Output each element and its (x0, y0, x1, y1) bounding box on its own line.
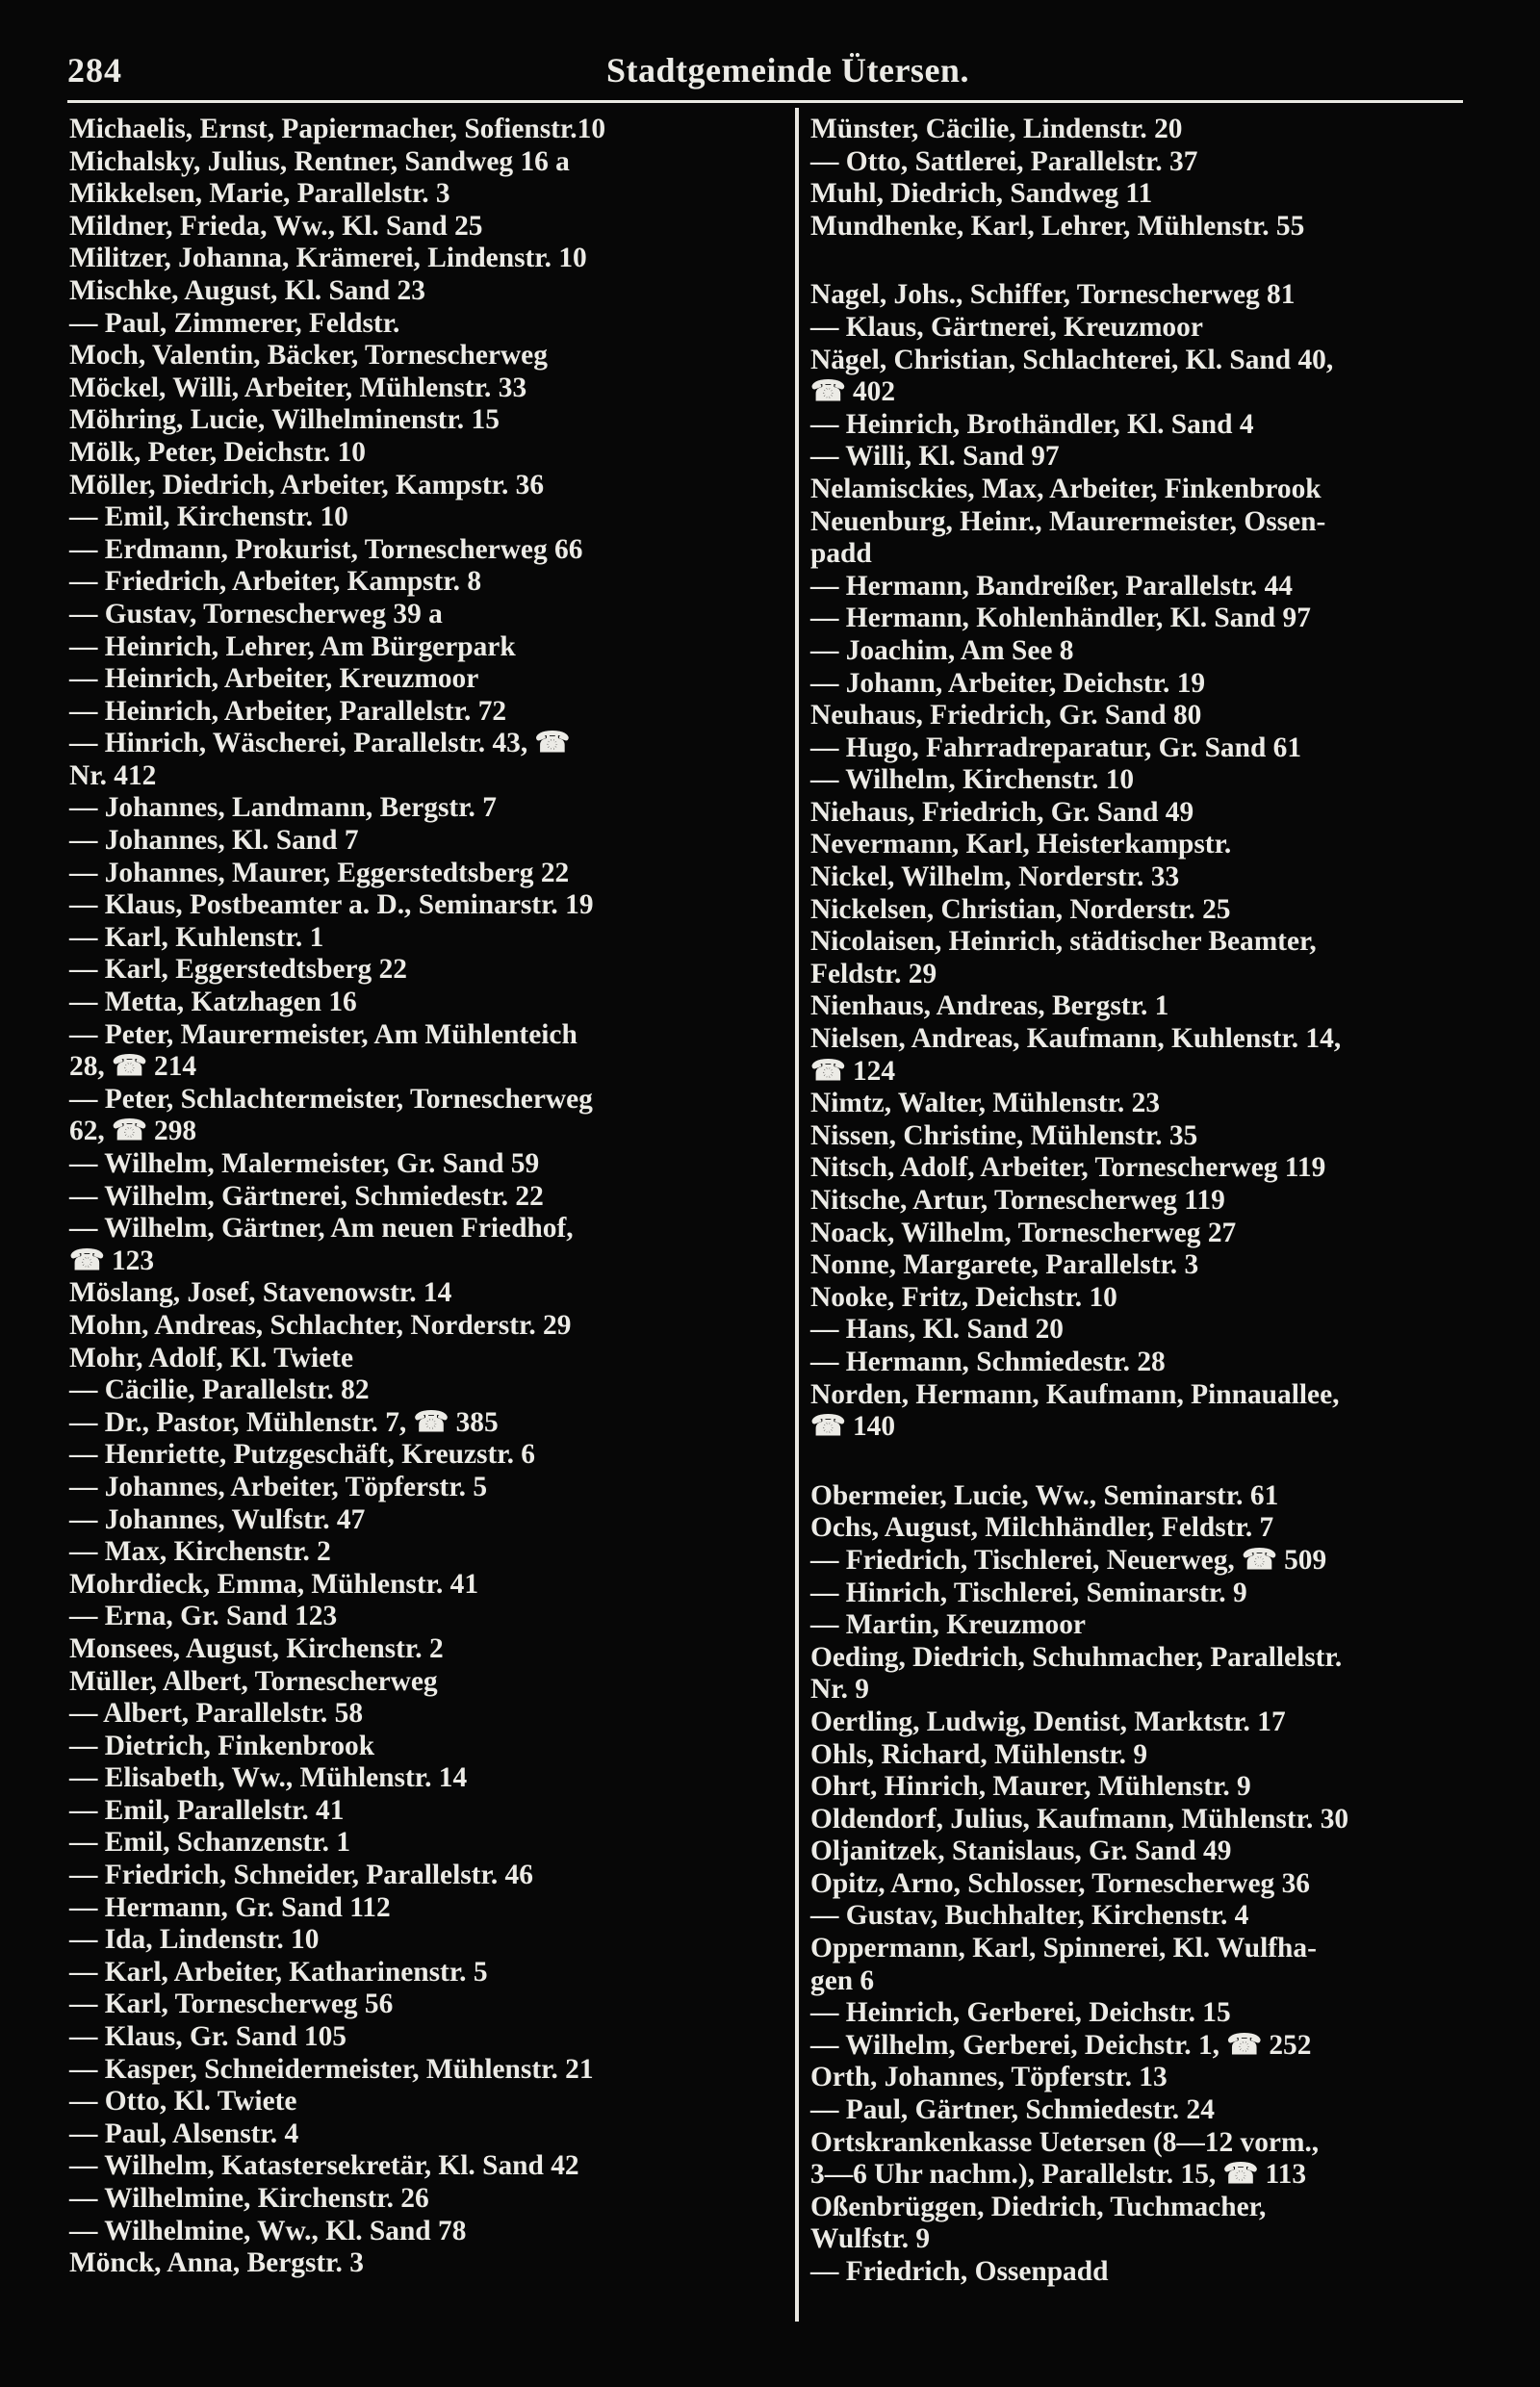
directory-entry-line: Nägel, Christian, Schlachterei, Kl. Sand 40, (810, 344, 1334, 375)
directory-entry-line: — Wilhelm, Kirchenstr. 10 (810, 764, 1135, 796)
directory-entry-line: — Friedrich, Arbeiter, Kampstr. 8 (69, 566, 482, 598)
directory-entry-line: — Willi, Kl. Sand 97 (810, 441, 1060, 473)
directory-entry-line: — Hinrich, Tischlerei, Seminarstr. 9 (810, 1577, 1247, 1608)
directory-entry-line: — Klaus, Gärtnerei, Kreuzmoor (810, 311, 1203, 343)
directory-entry-line: Opitz, Arno, Schlosser, Tornescherweg 36 (810, 1867, 1310, 1899)
directory-entry-line: — Metta, Katzhagen 16 (69, 987, 357, 1018)
directory-entry-line: — Klaus, Postbeamter a. D., Seminarstr. 19 (69, 889, 594, 921)
directory-entry-line: Nonne, Margarete, Parallelstr. 3 (810, 1249, 1199, 1281)
directory-entry-line: — Heinrich, Arbeiter, Kreuzmoor (69, 663, 479, 695)
directory-entry-line: — Wilhelm, Gerberei, Deichstr. 1, ☎ 252 (810, 2029, 1312, 2061)
directory-entry-line: — Gustav, Buchhalter, Kirchenstr. 4 (810, 1900, 1249, 1932)
directory-entry-line: — Johannes, Wulfstr. 47 (69, 1503, 366, 1535)
directory-entry-line: Mundhenke, Karl, Lehrer, Mühlenstr. 55 (810, 210, 1305, 242)
directory-entry-line: — Hermann, Schmiedestr. 28 (810, 1346, 1166, 1377)
directory-entry-line: Mölk, Peter, Deichstr. 10 (69, 436, 366, 468)
directory-entry-line: Nooke, Fritz, Deichstr. 10 (810, 1281, 1117, 1313)
directory-entry-line: — Peter, Schlachtermeister, Tornescherweg (69, 1083, 593, 1115)
directory-entry-line: — Hermann, Gr. Sand 112 (69, 1891, 391, 1923)
directory-entry-line: — Emil, Kirchenstr. 10 (69, 501, 348, 533)
directory-entry-line: Nelamisckies, Max, Arbeiter, Finkenbrook (810, 473, 1322, 504)
directory-entry-line: — Max, Kirchenstr. 2 (69, 1536, 331, 1568)
directory-entry-line: Nicolaisen, Heinrich, städtischer Beamter, (810, 926, 1317, 958)
directory-entry-line: Feldstr. 29 (810, 958, 937, 989)
directory-entry-line: — Peter, Maurermeister, Am Mühlenteich (69, 1018, 578, 1050)
directory-entry-line: — Johann, Arbeiter, Deichstr. 19 (810, 667, 1206, 699)
directory-entry-line: — Elisabeth, Ww., Mühlenstr. 14 (69, 1762, 468, 1794)
directory-entry-line: — Heinrich, Gerberei, Deichstr. 15 (810, 1997, 1231, 2029)
header-rule (67, 100, 1463, 103)
directory-entry-line: 3—6 Uhr nachm.), Parallelstr. 15, ☎ 113 (810, 2159, 1307, 2191)
directory-entry-line: — Dietrich, Finkenbrook (69, 1730, 375, 1761)
directory-entry-line: 62, ☎ 298 (69, 1116, 197, 1147)
directory-entry-line: — Klaus, Gr. Sand 105 (69, 2021, 347, 2053)
directory-entry-line: — Hans, Kl. Sand 20 (810, 1314, 1064, 1346)
section-gap (810, 1444, 1503, 1480)
directory-entry-line: Michalsky, Julius, Rentner, Sandweg 16 a (69, 145, 570, 177)
directory-entry-line: Wulfstr. 9 (810, 2223, 931, 2255)
directory-entry-line: — Johannes, Kl. Sand 7 (69, 825, 359, 857)
directory-entry-line: — Wilhelm, Katastersekretär, Kl. Sand 42 (69, 2150, 579, 2182)
directory-entry-line: — Friedrich, Schneider, Parallelstr. 46 (69, 1860, 533, 1891)
directory-entry-line: Nielsen, Andreas, Kaufmann, Kuhlenstr. 14, (810, 1023, 1342, 1055)
directory-entry-line: ☎ 140 (810, 1411, 896, 1443)
directory-entry-line: Mikkelsen, Marie, Parallelstr. 3 (69, 178, 450, 210)
directory-entry-line: — Wilhelmine, Kirchenstr. 26 (69, 2183, 429, 2214)
directory-entry-line: Nitsch, Adolf, Arbeiter, Tornescherweg 119 (810, 1152, 1326, 1184)
section-gap (810, 243, 1503, 279)
directory-entry-line: — Otto, Kl. Twiete (69, 2086, 297, 2118)
running-title: Stadtgemeinde Ütersen. (606, 51, 969, 90)
directory-entry-line: Niehaus, Friedrich, Gr. Sand 49 (810, 796, 1194, 828)
directory-entry-line: — Kasper, Schneidermeister, Mühlenstr. 21 (69, 2053, 594, 2085)
directory-entry-line: — Albert, Parallelstr. 58 (69, 1698, 364, 1730)
directory-entry-line: — Wilhelm, Malermeister, Gr. Sand 59 (69, 1148, 540, 1179)
directory-entry-line: — Wilhelmine, Ww., Kl. Sand 78 (69, 2215, 467, 2246)
directory-entry-line: Ortskrankenkasse Uetersen (8—12 vorm., (810, 2126, 1320, 2158)
directory-entry-line: Ohrt, Hinrich, Maurer, Mühlenstr. 9 (810, 1771, 1251, 1803)
directory-entry-line: Nissen, Christine, Mühlenstr. 35 (810, 1119, 1198, 1151)
directory-entry-line: — Friedrich, Ossenpadd (810, 2256, 1109, 2287)
directory-entry-line: — Heinrich, Brothändler, Kl. Sand 4 (810, 408, 1254, 440)
directory-entry-line: Nevermann, Karl, Heisterkampstr. (810, 829, 1232, 860)
directory-entry-line: 28, ☎ 214 (69, 1051, 197, 1083)
directory-entry-line: — Cäcilie, Parallelstr. 82 (69, 1374, 370, 1406)
directory-entry-line: Oeding, Diedrich, Schuhmacher, Parallelstr. (810, 1641, 1343, 1673)
directory-entry-line: Möslang, Josef, Stavenowstr. 14 (69, 1277, 452, 1309)
directory-entry-line: — Heinrich, Lehrer, Am Bürgerpark (69, 630, 516, 662)
directory-entry-line: Ohls, Richard, Mühlenstr. 9 (810, 1738, 1148, 1770)
directory-entry-line: Oldendorf, Julius, Kaufmann, Mühlenstr. 30 (810, 1803, 1349, 1835)
directory-entry-line: Müller, Albert, Tornescherweg (69, 1665, 438, 1697)
directory-entry-line: Nickel, Wilhelm, Norderstr. 33 (810, 861, 1180, 893)
directory-entry-line: — Erna, Gr. Sand 123 (69, 1601, 338, 1632)
directory-entry-line: — Erdmann, Prokurist, Tornescherweg 66 (69, 533, 583, 565)
directory-entry-line: — Hugo, Fahrradreparatur, Gr. Sand 61 (810, 732, 1302, 763)
directory-entry-line: Obermeier, Lucie, Ww., Seminarstr. 61 (810, 1479, 1279, 1511)
directory-entry-line: Ochs, August, Milchhändler, Feldstr. 7 (810, 1512, 1274, 1544)
directory-entry-line: Muhl, Diedrich, Sandweg 11 (810, 178, 1153, 210)
directory-entry-line: Nr. 9 (810, 1674, 869, 1706)
directory-entry-line: — Friedrich, Tischlerei, Neuerweg, ☎ 509 (810, 1544, 1327, 1576)
directory-entry-line: gen 6 (810, 1964, 875, 1996)
directory-entry-line: Möller, Diedrich, Arbeiter, Kampstr. 36 (69, 469, 545, 500)
directory-entry-line: — Joachim, Am See 8 (810, 634, 1074, 666)
directory-entry-line: — Hermann, Bandreißer, Parallelstr. 44 (810, 570, 1293, 602)
directory-entry-line: — Paul, Gärtner, Schmiedestr. 24 (810, 2094, 1215, 2126)
directory-entry-line: Mischke, August, Kl. Sand 23 (69, 274, 425, 306)
directory-entry-line: — Henriette, Putzgeschäft, Kreuzstr. 6 (69, 1439, 535, 1471)
directory-entry-line: Oljanitzek, Stanislaus, Gr. Sand 49 (810, 1835, 1232, 1867)
directory-entry-line: — Martin, Kreuzmoor (810, 1609, 1086, 1641)
directory-entry-line: — Karl, Tornescherweg 56 (69, 1989, 394, 2020)
left-column (69, 114, 782, 2280)
page-header (67, 50, 1463, 100)
directory-entry-line: Norden, Hermann, Kaufmann, Pinnauallee, (810, 1378, 1340, 1410)
directory-entry-line: Mohr, Adolf, Kl. Twiete (69, 1342, 353, 1373)
directory-entry-line: ☎ 124 (810, 1055, 896, 1087)
directory-entry-line: Neuhaus, Friedrich, Gr. Sand 80 (810, 700, 1202, 732)
directory-entry-line: Orth, Johannes, Töpferstr. 13 (810, 2062, 1168, 2093)
directory-entry-line: — Johannes, Maurer, Eggerstedtsberg 22 (69, 857, 570, 888)
directory-entry-line: — Johannes, Landmann, Bergstr. 7 (69, 792, 497, 824)
directory-entry-line: Nickelsen, Christian, Norderstr. 25 (810, 893, 1231, 925)
directory-entry-line: — Emil, Parallelstr. 41 (69, 1794, 345, 1826)
directory-entry-line: Münster, Cäcilie, Lindenstr. 20 (810, 114, 1183, 144)
directory-entry-line: Monsees, August, Kirchenstr. 2 (69, 1632, 444, 1664)
directory-entry-line: Oertling, Ludwig, Dentist, Marktstr. 17 (810, 1706, 1286, 1737)
directory-entry-line: Militzer, Johanna, Krämerei, Lindenstr. 10 (69, 243, 587, 274)
directory-entry-line: Oßenbrüggen, Diedrich, Tuchmacher, (810, 2191, 1267, 2222)
directory-entry-line: — Otto, Sattlerei, Parallelstr. 37 (810, 145, 1198, 177)
directory-entry-line: Mohn, Andreas, Schlachter, Norderstr. 29 (69, 1309, 572, 1341)
column-divider (795, 108, 799, 2322)
directory-entry-line: Nr. 412 (69, 759, 157, 791)
page-number: 284 (67, 51, 122, 90)
directory-entry-line: Mildner, Frieda, Ww., Kl. Sand 25 (69, 210, 483, 242)
directory-entry-line: Mohrdieck, Emma, Mühlenstr. 41 (69, 1568, 479, 1600)
directory-entry-line: — Paul, Alsenstr. 4 (69, 2118, 299, 2149)
directory-entry-line: — Wilhelm, Gärtner, Am neuen Friedhof, (69, 1213, 574, 1245)
directory-entry-line: Michaelis, Ernst, Papiermacher, Sofienstr.10 (69, 114, 606, 144)
directory-entry-line: — Gustav, Tornescherweg 39 a (69, 598, 443, 629)
directory-entry-line: Oppermann, Karl, Spinnerei, Kl. Wulfha- (810, 1933, 1317, 1964)
directory-entry-line: — Dr., Pastor, Mühlenstr. 7, ☎ 385 (69, 1406, 499, 1438)
directory-entry-line: Nagel, Johs., Schiffer, Tornescherweg 81 (810, 279, 1296, 311)
directory-entry-line: ☎ 402 (810, 376, 896, 408)
right-column (810, 114, 1503, 2289)
directory-entry-line: Nimtz, Walter, Mühlenstr. 23 (810, 1088, 1161, 1119)
directory-entry-line: — Karl, Kuhlenstr. 1 (69, 921, 324, 953)
directory-entry-line: ☎ 123 (69, 1245, 155, 1276)
directory-entry-line: Neuenburg, Heinr., Maurermeister, Ossen- (810, 505, 1326, 537)
directory-entry-line: Möckel, Willi, Arbeiter, Mühlenstr. 33 (69, 372, 527, 403)
directory-entry-line: — Emil, Schanzenstr. 1 (69, 1827, 351, 1859)
directory-entry-line: — Wilhelm, Gärtnerei, Schmiedestr. 22 (69, 1180, 544, 1212)
directory-entry-line: — Paul, Zimmerer, Feldstr. (69, 307, 400, 339)
directory-entry-line: Noack, Wilhelm, Tornescherweg 27 (810, 1217, 1237, 1248)
directory-entry-line: — Heinrich, Arbeiter, Parallelstr. 72 (69, 695, 507, 727)
directory-entry-line: Möhring, Lucie, Wilhelminenstr. 15 (69, 404, 500, 436)
directory-entry-line: Nitsche, Artur, Tornescherweg 119 (810, 1185, 1225, 1216)
directory-entry-line: — Karl, Arbeiter, Katharinenstr. 5 (69, 1956, 488, 1988)
directory-entry-line: Mönck, Anna, Bergstr. 3 (69, 2247, 364, 2279)
directory-entry-line: — Hermann, Kohlenhändler, Kl. Sand 97 (810, 603, 1311, 634)
directory-entry-line: — Karl, Eggerstedtsberg 22 (69, 954, 407, 986)
directory-entry-line: — Johannes, Arbeiter, Töpferstr. 5 (69, 1471, 488, 1502)
directory-entry-line: Moch, Valentin, Bäcker, Tornescherweg (69, 340, 548, 372)
directory-entry-line: padd (810, 538, 872, 570)
directory-entry-line: — Ida, Lindenstr. 10 (69, 1924, 320, 1956)
directory-entry-line: — Hinrich, Wäscherei, Parallelstr. 43, ☎ (69, 728, 571, 759)
directory-entry-line: Nienhaus, Andreas, Bergstr. 1 (810, 990, 1169, 1022)
